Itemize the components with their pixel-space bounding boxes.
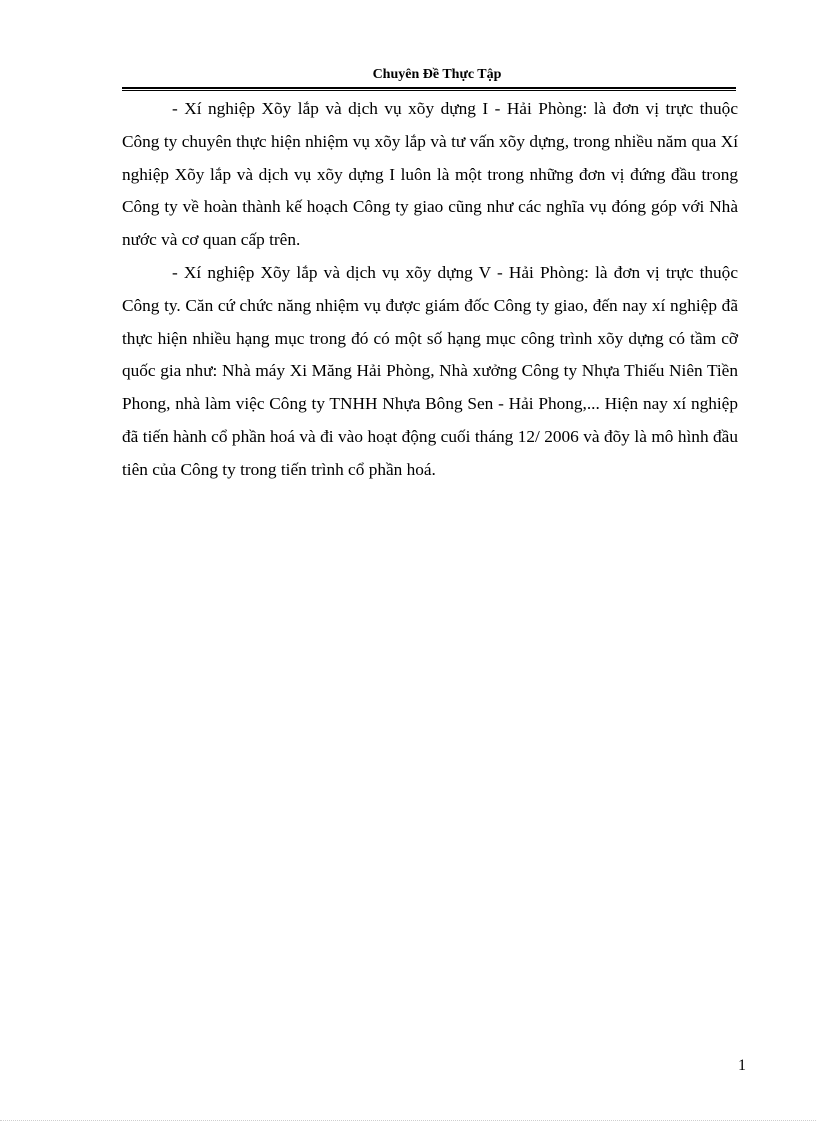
page-header-title: Chuyên Đề Thực Tập xyxy=(372,67,502,82)
header-rule-thick xyxy=(122,87,736,89)
page-bottom-edge xyxy=(0,1120,816,1121)
document-body xyxy=(122,93,738,487)
page-number: 1 xyxy=(738,1057,746,1074)
paragraph-enterprise-i: - Xí nghiệp Xõy lắp và dịch vụ xõy dựng I - Hải Phòng: là đơn vị trực thuộc Công ty chuyên thực hiện nhiệm vụ xõy lắp và tư vấn xõy dựng, trong nhiều năm qua Xí nghiệp Xõy lắp và dịch vụ xõy dựng I luôn là một trong những đơn vị đứng đầu trong Công ty về hoàn thành kế hoạch Công ty giao cũng như các nghĩa vụ đóng góp với Nhà nước và cơ quan cấp trên. xyxy=(122,99,738,250)
header-rule-thin xyxy=(122,90,736,91)
paragraph-enterprise-v: - Xí nghiệp Xõy lắp và dịch vụ xõy dựng V - Hải Phòng: là đơn vị trực thuộc Công ty. Căn cứ chức năng nhiệm vụ được giám đốc Công ty giao, đến nay xí nghiệp đã thực hiện nhiều hạng mục trong đó có một số hạng mục công trình xõy dựng có tầm cỡ quốc gia như: Nhà máy Xi Măng Hải Phòng, Nhà xưởng Công ty Nhựa Thiếu Niên Tiền Phong, nhà làm việc Công ty TNHH Nhựa Bông Sen - Hải Phong,... Hiện nay xí nghiệp đã tiến hành cổ phần hoá và đi vào hoạt động cuối tháng 12/ 2006 và đõy là mô hình đầu tiên của Công ty trong tiến trình cổ phần hoá. xyxy=(122,262,738,479)
